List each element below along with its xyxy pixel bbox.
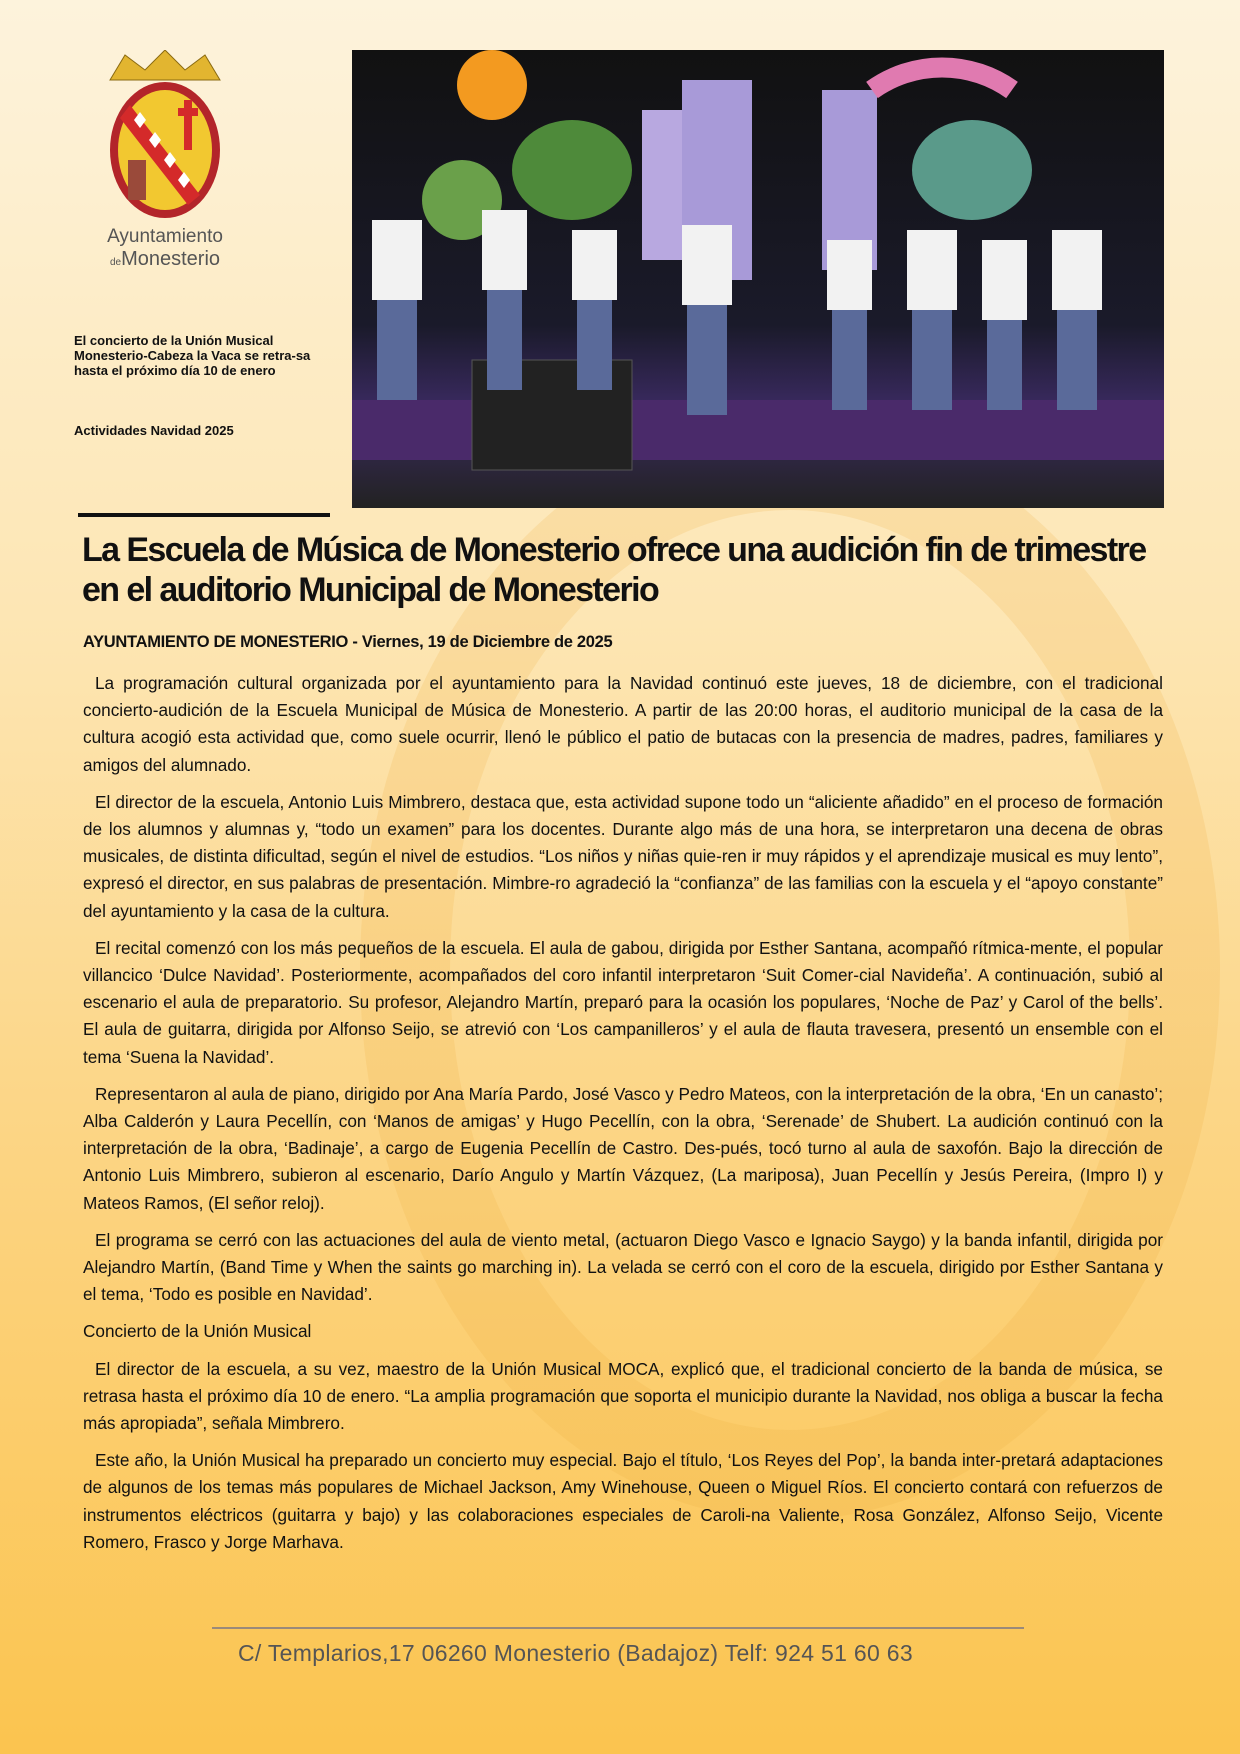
- paragraph: Este año, la Unión Musical ha preparado un concierto muy especial. Bajo el título, ‘Los Reyes del Pop’, la banda inter-pretará adaptaciones de algunos de los temas más populares de Michael Jackson, Amy Winehouse, Queen o Miguel Ríos. El concierto contará con refuerzos de instrumentos eléctricos (guitarra y bajo) y las colaboraciones especiales de Caroli-na Valiente, Rosa González, Alfonso Seijo, Vicente Romero, Frasco y Jorge Marhava.: [83, 1450, 1163, 1552]
- footer-divider: [212, 1627, 1024, 1629]
- article-photo: [352, 50, 1164, 508]
- paragraph: El recital comenzó con los más pequeños de la escuela. El aula de gabou, dirigida por Esther Santana, acompañó rítmica-mente, el popular villancico ‘Dulce Navidad’. Posteriormente, acompañados del coro infantil interpretaron ‘Suit Comer-cial Navideña’. A continuación, subió al escenario el aula de preparatorio. Su profesor, Alejandro Martín, preparó para la ocasión los populares, ‘Noche de Paz’ y Carol of the bells’. El aula de guitarra, dirigida por Alfonso Seijo, se atrevió con ‘Los campanilleros’ y el aula de flauta travesera, presentó un ensemble con el tema ‘Suena la Navidad’.: [83, 937, 1163, 1067]
- article-title: La Escuela de Música de Monesterio ofrece una audición fin de trimestre en el auditorio Municipal de Monesterio: [82, 531, 1146, 609]
- municipality-logo: [90, 50, 240, 271]
- article-body: [83, 670, 1163, 1566]
- coat-of-arms-icon: [100, 50, 230, 220]
- subheading: Concierto de la Unión Musical: [83, 1321, 312, 1342]
- category-label: Actividades Navidad 2025: [74, 423, 234, 438]
- paragraph: El programa se cerró con las actuaciones del aula de viento metal, (actuaron Diego Vasco e Ignacio Saygo) y la banda infantil, dirigida por Alejandro Martín, (Band Time y When the saints go marching in). La velada se cerró con el coro de la escuela, dirigido por Esther Santana y el tema, ‘Todo es posible en Navidad’.: [83, 1229, 1163, 1305]
- related-news-link[interactable]: El concierto de la Unión Musical Monesterio-Cabeza la Vaca se retra-sa hasta el próximo día 10 de enero: [74, 333, 311, 378]
- logo-text: Ayuntamiento: [107, 226, 223, 247]
- paragraph: Representaron al aula de piano, dirigido por Ana María Pardo, José Vasco y Pedro Mateos, con la interpretación de la obra, ‘En un canasto’; Alba Calderón y Laura Pecellín, con ‘Manos de amigas’ y Hugo Pecellín, con la obra, ‘Serenade’ de Shubert. La audición continuó con la interpretación de la obra, ‘Badinaje’, a cargo de Eugenia Pecellín de Castro. Des-pués, tocó turno al aula de saxofón. Bajo la dirección de Antonio Luis Mimbrero, subieron al escenario, Darío Angulo y Martín Vázquez, (La mariposa), Juan Pecellín y Jesús Pereira, (Impro I) y Mateos Ramos, (El señor reloj).: [83, 1083, 1163, 1213]
- footer-address: C/ Templarios,17 06260 Monesterio (Badajoz) Telf: 924 51 60 63: [238, 1640, 913, 1666]
- paragraph: El director de la escuela, Antonio Luis Mimbrero, destaca que, esta actividad supone todo un “aliciente añadido” en el proceso de formación de los alumnos y alumnas y, “todo un examen” para los docentes. Durante algo más de una hora, se interpretaron una decena de obras musicales, de distinta dificultad, según el nivel de estudios. “Los niños y niñas quie-ren ir muy rápidos y el aprendizaje musical es muy lento”, expresó el director, en sus palabras de presentación. Mimbre-ro agradeció la “confianza” de las familias con la escuela y el “apoyo constante” del ayuntamiento y la casa de la cultura.: [83, 791, 1163, 921]
- paragraph: La programación cultural organizada por el ayuntamiento para la Navidad continuó este jueves, 18 de diciembre, con el tradicional concierto-audición de la Escuela Municipal de Música de Monesterio. A partir de las 20:00 horas, el auditorio municipal de la casa de la cultura acogió esta actividad que, como suele ocurrir, llenó le público el patio de butacas con la presencia de madres, padres, familiares y amigos del alumnado.: [83, 673, 1163, 775]
- article-byline: AYUNTAMIENTO DE MONESTERIO - Viernes, 19 de Diciembre de 2025: [83, 633, 613, 651]
- paragraph: El director de la escuela, a su vez, maestro de la Unión Musical MOCA, explicó que, el tradicional concierto de la banda de música, se retrasa hasta el próximo día 10 de enero. “La amplia programación que soporta el municipio durante la Navidad, nos obliga a buscar la fecha más apropiada”, señala Mimbrero.: [83, 1358, 1163, 1434]
- title-divider: [78, 513, 330, 517]
- logo-text-2: deMonesterio: [109, 248, 221, 270]
